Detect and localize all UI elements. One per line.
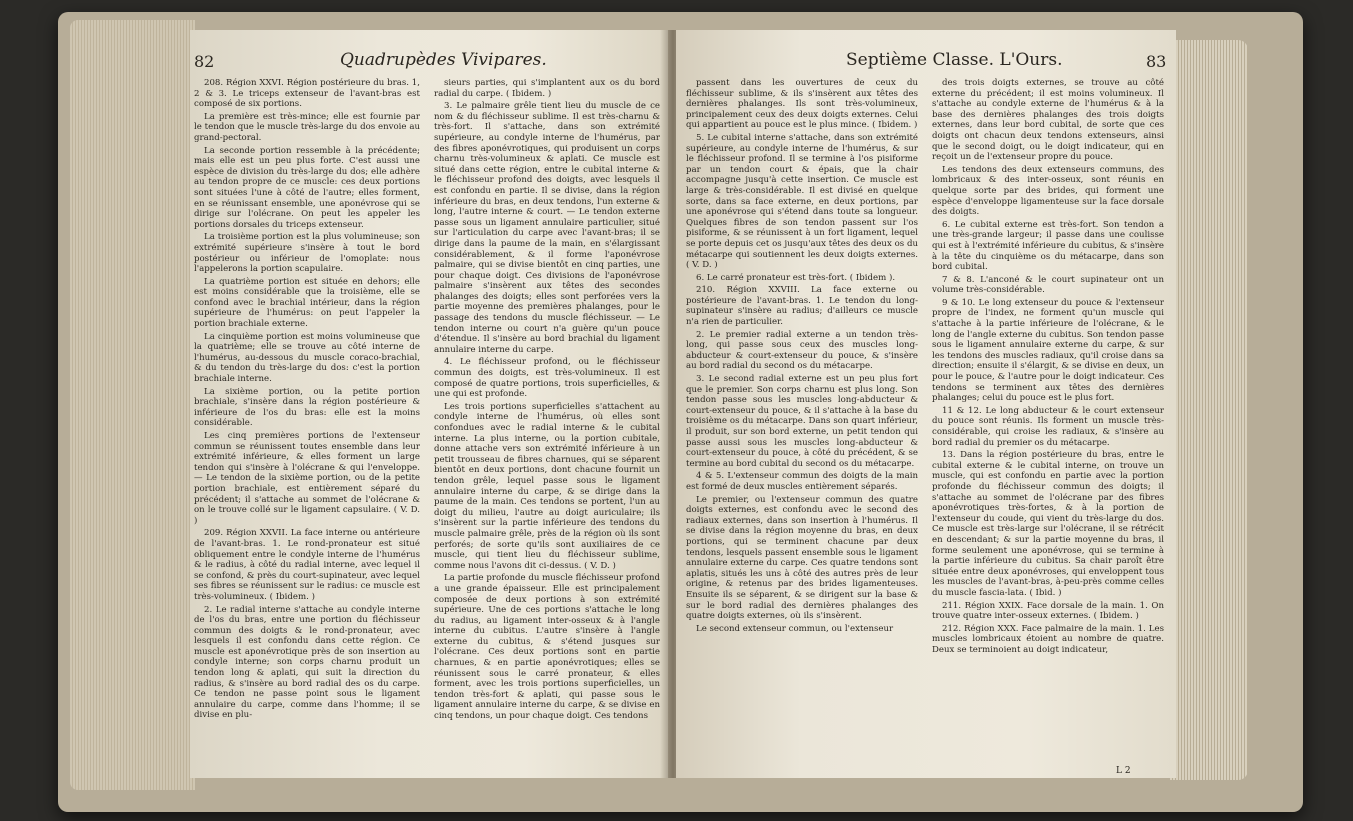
page-left [190,30,668,778]
paragraph: Le second extenseur commun, ou l'extenseur [696,623,894,634]
page-header-right: Septième Classe. L'Ours. [846,50,1063,70]
page-header-left: Quadrupèdes Vivipares. [340,50,547,70]
paragraph: des trois doigts externes, se trouve au côté externe du précédent; il est moins volumineux. Il s'attache au condyle externe de l'humérus & à la base des dernières phalanges des trois doigts externes, dans leur bord cubital, de sorte que ces doigts ont chacun deux tendons extenseurs, ainsi que le second doigt, ou le doigt indicateur, qui en reçoit un de l'extenseur propre du pouce. [932,78,1164,163]
page-number-left: 82 [194,52,215,71]
paragraph: 4 & 5. L'extenseur commun des doigts de la main est formé de deux muscles entièrement séparés. [686,471,918,492]
paragraph: Les trois portions superficielles s'attachent au condyle interne de l'humérus, où elles sont confondues avec le radial interne & le cubital interne. La plus interne, ou la portion cubitale, donne attache vers son extrémité inférieure à un petit trousseau de fibres charnues, qui se séparent bientôt en deux portions, dont chacune fournit un tendon grêle, lequel passe sous le ligament annulaire interne du carpe, & se dirige dans la paume de la main. Ces tendons se portent, l'un au doigt du milieu, l'autre au doigt auriculaire; ils s'insèrent sur la partie inférieure des tendons du muscle palmaire grêle, près de la région où ils sont perforés; de sorte qu'ils sont auxiliaires de ce muscle, qui tient lieu du fléchisseur sublime, comme nous l'avons dit ci-dessus. ( V. D. ) [434,401,660,571]
left-column-2 [434,78,660,724]
paragraph: 2. Le premier radial externe a un tendon très-long, qui passe sous ceux des muscles long-abducteur & court-extenseur du pouce, & s'insère au bord radial du second os du métacarpe. [686,329,918,372]
paragraph: La cinquième portion est moins volumineuse que la quatrième; elle se trouve au côté interne de l'humérus, au-dessous du muscle coraco-brachial, & du tendon du très-large du dos: c'est la portion brachiale interne. [194,331,420,385]
signature-mark: L 2 [1116,766,1131,776]
paragraph: 4. Le fléchisseur profond, ou le fléchisseur commun des doigts, est très-volumineux. Il est composé de quatre portions, trois superficielles, & une qui est profonde. [434,357,660,400]
paragraph: La partie profonde du muscle fléchisseur profond a une grande épaisseur. Elle est principalement composée de deux portions à son extrémité supérieure. Une de ces portions s'attache le long du radius, au ligament inter-osseux & à l'angle interne du cubitus. L'autre s'insère à l'angle externe du cubitus, & s'étend jusques sur l'olécrane. Ces deux portions sont en partie charnues, & en partie aponévrotiques; elles se réunissent sous le carré pronateur, & elles forment, avec les trois portions superficielles, un tendon très-fort & aplati, qui passe sous le ligament annulaire interne du carpe, & se divise en cinq tendons, un pour chaque doigt. Ces tendons [434,573,660,722]
right-column-1 [686,78,918,636]
book-edge-right [1170,40,1248,780]
paragraph: La sixième portion, ou la petite portion brachiale, s'insère dans la région postérieure & inférieure de l'os du bras: elle est la moins considérable. [194,386,420,429]
paragraph: Les cinq premières portions de l'extenseur commun se réunissent toutes ensemble dans leur extrémité inférieure, & elles forment un large tendon qui s'insère à l'olécrane & qui l'enveloppe. — Le tendon de la sixième portion, ou de la petite portion brachiale, est entièrement séparé du précédent; il s'attache au sommet de l'olécrane & on le trouve collé sur le ligament capsulaire. ( V. D. ) [194,431,420,526]
paragraph: 6. Le carré pronateur est très-fort. ( Ibidem ). [696,272,896,283]
paragraph: 11 & 12. Le long abducteur & le court extenseur du pouce sont réunis. Ils forment un muscle très-considérable, qui croise les radiaux, & s'insère au bord radial du premier os du métacarpe. [932,405,1164,448]
paragraph: Le premier, ou l'extenseur commun des quatre doigts externes, est confondu avec le second des radiaux externes, dans son insertion à l'humérus. Il se divise dans la région moyenne du bras, en deux portions, qui se terminent chacune par deux tendons, lesquels passent ensemble sous le ligament annulaire externe du carpe. Ces quatre tendons sont aplatis, situés les uns à côté des autres près de leur origine, & retenus par des brides ligamenteuses. Ensuite ils se séparent, & se dirigent sur la base & sur le bord radial des dernières phalanges des quatre doigts externes, où ils s'insèrent. [686,494,918,622]
paragraph: 2. Le radial interne s'attache au condyle interne de l'os du bras, entre une portion du fléchisseur commun des doigts & le rond-pronateur, avec lesquels il est confondu dans cette région. Ce muscle est aponévrotique près de son insertion au condyle interne; son corps charnu produit un tendon long & aplati, qui suit la direction du radius, & s'insère au bord radial des os du carpe. Ce tendon ne passe point sous le ligament annulaire du carpe, comme dans l'homme; il se divise en plu- [194,604,420,721]
paragraph: La seconde portion ressemble à la précédente; mais elle est un peu plus forte. C'est aussi une espèce de division du très-large du dos; elle adhère au tendon propre de ce muscle: ces deux portions sont situées l'une à côté de l'autre; elles forment, en se réunissant ensemble, une aponévrose qui se dirige sur l'olécrane. On peut les appeler les portions dorsales du triceps extenseur. [194,145,420,230]
paragraph: 5. Le cubital interne s'attache, dans son extrémité supérieure, au condyle interne de l'humérus, & sur le fléchisseur profond. Il se termine à l'os pisiforme par un tendon court & épais, que la chair accompagne jusqu'à cette insertion. Ce muscle est large & très-considérable. Il est divisé en quelque sorte, dans sa face externe, en deux portions, par une aponévrose qui s'étend dans toute sa longueur. Quelques fibres de son tendon passent sur l'os pisiforme, & se réunissent à un fort ligament, lequel se porte depuis cet os jusqu'aux têtes des deux os du métacarpe qui soutiennent les deux doigts externes. ( V. D. ) [686,132,918,271]
paragraph: La première est très-mince; elle est fournie par le tendon que le muscle très-large du dos envoie au grand-pectoral. [194,111,420,143]
book-edge-left [70,20,195,790]
paragraph: passent dans les ouvertures de ceux du fléchisseur sublime, & ils s'insèrent aux têtes des dernières phalanges. Ils sont très-volumineux, principalement ceux des deux doigts externes. Celui qui appartient au pouce est le plus mince. ( Ibidem. ) [686,78,918,131]
paragraph: 208. Région XXVI. Région postérieure du bras. 1, 2 & 3. Le triceps extenseur de l'avant-bras est composé de six portions. [194,78,420,110]
page-right [676,30,1176,778]
paragraph: 9 & 10. Le long extenseur du pouce & l'extenseur propre de l'index, ne forment qu'un muscle qui s'attache à la partie inférieure de l'olécrane, & le long de l'angle externe du cubitus. Son tendon passe sous le ligament annulaire externe du carpe, & sur les tendons des muscles radiaux, qu'il croise dans sa direction; ensuite il s'élargit, & se divise en deux, un pour le pouce, & l'autre pour le doigt indicateur. Ces tendons se terminent aux têtes des dernières phalanges; celui du pouce est le plus fort. [932,297,1164,404]
paragraph: 212. Région XXX. Face palmaire de la main. 1. Les muscles lombricaux étoient au nombre de quatre. Deux se terminoient au doigt indicateur, [932,623,1164,655]
paragraph: 7 & 8. L'anconé & le court supinateur ont un volume très-considérable. [932,274,1164,296]
paragraph: 13. Dans la région postérieure du bras, entre le cubital externe & le cubital interne, on trouve un muscle, qui est confondu en partie avec la portion profonde du fléchisseur commun des doigts; il s'attache au sommet de l'olécrane par des fibres aponévrotiques très-fortes, & à la portion de l'extenseur du coude, qui vient du très-large du dos. Ce muscle est très-large sur l'olécrane, il se rétrécit en descendant; & sur la partie moyenne du bras, il forme seulement une aponévrose, qui se termine à la partie inférieure du cubitus. Sa chair paroît être située entre deux aponévroses, qui enveloppent tous les muscles de l'avant-bras, à-peu-près comme celles du muscle fascia-lata. ( Ibid. ) [932,450,1164,598]
paragraph: 6. Le cubital externe est très-fort. Son tendon a une très-grande largeur; il passe dans une coulisse qui est à l'extrémité inférieure du cubitus, & s'insère à la tête du cinquième os du métacarpe, dans son bord cubital. [932,219,1164,273]
left-column-1 [194,78,420,723]
paragraph: 209. Région XXVII. La face interne ou antérieure de l'avant-bras. 1. Le rond-pronateur est situé obliquement entre le condyle interne de l'humérus & le radius, à côté du radial interne, avec lequel il se confond, & près du court-supinateur, avec lequel ses fibres se réunissent sur le radius: ce muscle est très-volumineux. ( Ibidem. ) [194,528,420,602]
paragraph: 210. Région XXVIII. La face externe ou postérieure de l'avant-bras. 1. Le tendon du long-supinateur s'insère au radius; d'ailleurs ce muscle n'a rien de particulier. [686,285,918,328]
paragraph: 211. Région XXIX. Face dorsale de la main. 1. On trouve quatre inter-osseux externes. ( Ibidem. ) [932,600,1164,622]
page-number-right: 83 [1146,52,1167,71]
paragraph: Les tendons des deux extenseurs communs, des lombricaux & des inter-osseux, sont réunis en quelque sorte par des brides, qui forment une espèce d'enveloppe ligamenteuse sur la face dorsale des doigts. [932,164,1164,218]
paragraph: sieurs parties, qui s'implantent aux os du bord radial du carpe. ( Ibidem. ) [434,78,660,99]
paragraph: La troisième portion est la plus volumineuse; son extrémité supérieure s'insère à tout le bord postérieur ou inférieur de l'omoplate: nous l'appelerons la portion scapulaire. [194,232,420,275]
paragraph: La quatrième portion est située en dehors; elle est moins considérable que la troisième, elle se confond avec le brachial intérieur, dans la région supérieure de l'humérus: on peut l'appeler la portion brachiale externe. [194,276,420,330]
right-column-2 [932,78,1164,657]
paragraph: 3. Le palmaire grêle tient lieu du muscle de ce nom & du fléchisseur sublime. Il est très-charnu & très-fort. Il s'attache, dans son extrémité supérieure, au condyle interne de l'humérus, par des fibres aponévrotiques, qui produisent un corps charnu très-volumineux & aplati. Ce muscle est situé dans cette région, entre le cubital interne & le fléchisseur profond des doigts, avec lesquels il est confondu en partie. Il se divise, dans la région inférieure du bras, en deux tendons, l'un externe & long, l'autre interne & court. — Le tendon externe passe sous un ligament annulaire particulier, situé sur l'articulation du carpe avec l'avant-bras; il se dirige dans la paume de la main, en s'élargissant considérablement, & il forme l'aponévrose palmaire, qui se divise bientôt en cinq parties, une pour chaque doigt. Ces divisions de l'aponévrose palmaire s'insèrent aux têtes des secondes phalanges des doigts; elles sont perforées vers la partie moyenne des premières phalanges, pour le passage des tendons du muscle fléchisseur. — Le tendon interne ou court n'a guère qu'un pouce d'étendue. Il s'insère au bord brachial du ligament annulaire interne du carpe. [434,101,660,355]
paragraph: 3. Le second radial externe est un peu plus fort que le premier. Son corps charnu est plus long. Son tendon passe sous les muscles long-abducteur & court-extenseur du pouce, & il s'attache à la base du troisième os du métacarpe. Dans son quart inférieur, il produit, sur son bord externe, un petit tendon qui passe aussi sous les muscles long-abducteur & court-extenseur du pouce, à côté du précédent, & se termine au bord cubital du second os du métacarpe. [686,374,918,469]
